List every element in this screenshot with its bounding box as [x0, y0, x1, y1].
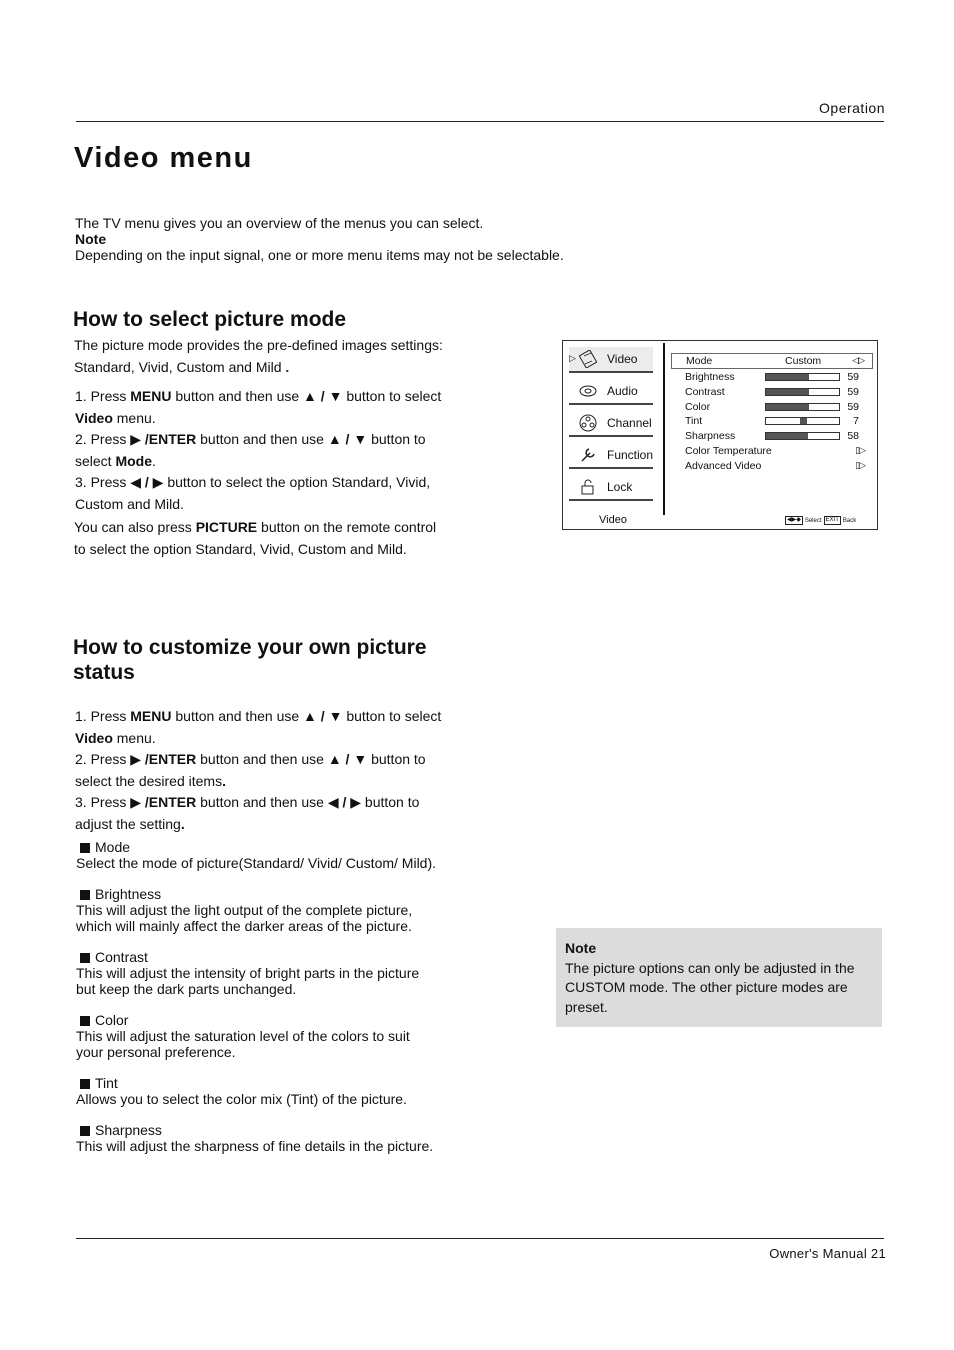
slider-knob[interactable] — [800, 418, 807, 424]
bullet-square-icon — [80, 1126, 90, 1136]
option-desc: which will mainly affect the darker areas of the picture. — [76, 918, 412, 934]
hint-select: Select — [804, 517, 822, 524]
option-sharpness — [76, 1122, 506, 1154]
setting-name: Tint — [685, 415, 703, 428]
intro-note-text: Depending on the input signal, one or more menu items may not be selectable. — [75, 247, 564, 263]
bullet-square-icon — [80, 1079, 90, 1089]
picture-options-list — [76, 839, 506, 1154]
select-mode-description — [74, 335, 514, 378]
tv-menu-caption: Video — [599, 514, 627, 526]
tv-setting-color-temperature[interactable] — [671, 444, 873, 459]
option-desc: This will adjust the intensity of bright parts in the picture — [76, 965, 420, 981]
bullet-square-icon — [80, 953, 90, 963]
step-3-cont: adjust the setting. — [75, 815, 185, 832]
header-rule — [76, 121, 884, 122]
selection-arrow-icon: ▷ — [569, 353, 576, 363]
tv-menu-item-label: Video — [607, 352, 638, 366]
film-icon — [579, 350, 597, 368]
option-mode — [76, 839, 506, 871]
option-desc: Select the mode of picture(Standard/ Vivid/ Custom/ Mild). — [76, 855, 437, 871]
step-1-cont: Video menu. — [75, 729, 156, 746]
option-title: Contrast — [76, 949, 506, 965]
lock-icon — [579, 478, 597, 496]
setting-value: 7 — [853, 415, 859, 428]
slider-fill — [766, 374, 809, 380]
remote-tip-line: You can also press PICTURE button on the remote control — [74, 519, 437, 535]
option-desc: This will adjust the saturation level of the colors to suit — [76, 1028, 410, 1044]
setting-name: Advanced Video — [685, 459, 762, 472]
slider-fill — [766, 389, 809, 395]
tv-menu-item-channel[interactable] — [569, 411, 653, 437]
step-1: 1. Press MENU button and then use ▲ / ▼ button to select — [75, 388, 442, 404]
option-tint — [76, 1075, 506, 1107]
slider-fill — [766, 433, 808, 439]
intro — [75, 215, 695, 263]
navigation-keys-icon: ◀▶◆ — [787, 517, 801, 523]
reel-icon — [579, 414, 597, 432]
bullet-square-icon — [80, 1016, 90, 1026]
intro-note-label: Note — [75, 231, 107, 247]
tv-setting-brightness[interactable] — [671, 370, 873, 385]
tv-video-settings — [671, 353, 873, 474]
setting-name: Color — [685, 400, 711, 413]
step-3: 3. Press ◀ / ▶ button to select the option Standard, Vivid, — [75, 474, 431, 490]
page-footer: Owner's Manual 21 — [769, 1246, 886, 1261]
setting-value: 59 — [847, 385, 859, 398]
wrench-icon — [579, 446, 597, 464]
tv-setting-color[interactable] — [671, 400, 873, 415]
tv-menu-divider — [663, 343, 665, 515]
option-title: Sharpness — [76, 1122, 506, 1138]
select-mode-desc-line: Standard, Vivid, Custom and Mild . — [74, 358, 290, 375]
submenu-arrow-icon: ▯▷ — [855, 444, 865, 455]
customize-heading-line: status — [73, 661, 135, 684]
option-desc: This will adjust the light output of the complete picture, — [76, 902, 413, 918]
tv-menu-item-audio[interactable] — [569, 379, 653, 405]
note-label: Note — [565, 940, 597, 956]
custom-mode-note — [556, 928, 882, 1027]
setting-value: 59 — [847, 400, 859, 413]
slider-fill — [766, 404, 809, 410]
step-3-cont: Custom and Mild. — [75, 495, 184, 512]
remote-tip — [74, 517, 514, 560]
page-title: Video menu — [74, 142, 253, 174]
tv-setting-sharpness[interactable] — [671, 429, 873, 444]
setting-name: Color Temperature — [685, 444, 772, 457]
tv-setting-contrast[interactable] — [671, 385, 873, 400]
customize-heading — [73, 635, 427, 685]
intro-text: The TV menu gives you an overview of the menus you can select. — [75, 215, 484, 231]
setting-value: 58 — [847, 430, 859, 443]
step-1: 1. Press MENU button and then use ▲ / ▼ button to select — [75, 708, 442, 724]
bullet-square-icon — [80, 843, 90, 853]
tv-setting-mode[interactable] — [671, 353, 873, 369]
setting-slider[interactable] — [765, 373, 840, 381]
option-desc: Allows you to select the color mix (Tint) of the picture. — [76, 1091, 407, 1107]
section-label: Operation — [819, 100, 885, 116]
remote-tip-line: to select the option Standard, Vivid, Custom and Mild. — [74, 540, 407, 557]
option-contrast — [76, 949, 506, 997]
option-title: Mode — [76, 839, 506, 855]
setting-value: Custom — [785, 355, 822, 367]
setting-slider[interactable] — [765, 388, 840, 396]
setting-value: 59 — [847, 371, 859, 383]
option-color — [76, 1012, 506, 1060]
customize-heading-line: How to customize your own picture — [73, 636, 427, 659]
step-1-cont: Video menu. — [75, 409, 156, 426]
tv-menu-item-lock[interactable] — [569, 475, 653, 501]
setting-name: Mode — [686, 355, 713, 367]
submenu-arrow-icon: ▯▷ — [855, 459, 865, 470]
option-desc: your personal preference. — [76, 1044, 236, 1060]
exit-key: EXIT — [825, 517, 839, 523]
setting-slider[interactable] — [765, 403, 840, 411]
option-brightness — [76, 886, 506, 934]
tv-menu-item-label: Channel — [607, 416, 652, 430]
select-mode-desc-line: The picture mode provides the pre-defined images settings: — [74, 337, 443, 353]
tv-setting-tint[interactable] — [671, 414, 873, 429]
setting-slider[interactable] — [765, 417, 840, 425]
tv-menu-categories — [569, 347, 653, 507]
setting-name: Contrast — [685, 385, 725, 398]
tv-menu-item-function[interactable] — [569, 443, 653, 469]
select-mode-heading: How to select picture mode — [73, 308, 347, 331]
note-text: The picture options can only be adjusted in the CUSTOM mode. The other picture modes are preset. — [565, 959, 855, 1015]
tv-menu-item-label: Lock — [607, 480, 633, 494]
step-2-cont: select Mode. — [75, 452, 156, 469]
bullet-square-icon — [80, 890, 90, 900]
tv-menu-hints — [785, 516, 856, 525]
option-title: Color — [76, 1012, 506, 1028]
customize-steps — [75, 706, 495, 835]
setting-name: Sharpness — [685, 430, 736, 443]
step-2: 2. Press ▶ /ENTER button and then use ▲ / ▼ button to — [75, 751, 426, 767]
option-title: Tint — [76, 1075, 506, 1091]
step-3: 3. Press ▶ /ENTER button and then use ◀ / ▶ button to — [75, 794, 420, 810]
option-title: Brightness — [76, 886, 506, 902]
tv-menu-item-label: Function — [607, 448, 654, 462]
tv-menu-item-label: Audio — [607, 384, 638, 398]
tv-menu-footer — [563, 513, 877, 529]
option-desc: This will adjust the sharpness of fine details in the picture. — [76, 1138, 434, 1154]
left-right-arrows-icon: ◁▷ — [852, 355, 864, 365]
speaker-icon — [579, 382, 597, 400]
tv-video-menu — [562, 340, 878, 530]
step-2: 2. Press ▶ /ENTER button and then use ▲ / ▼ button to — [75, 431, 426, 447]
tv-setting-advanced-video[interactable] — [671, 459, 873, 474]
select-mode-steps — [75, 386, 495, 515]
setting-slider[interactable] — [765, 432, 840, 440]
setting-name: Brightness — [685, 371, 735, 383]
option-desc: but keep the dark parts unchanged. — [76, 981, 297, 997]
step-2-cont: select the desired items. — [75, 772, 226, 789]
hint-back: Back — [842, 517, 857, 524]
tv-menu-item-video[interactable] — [569, 347, 653, 373]
footer-rule — [76, 1238, 884, 1239]
